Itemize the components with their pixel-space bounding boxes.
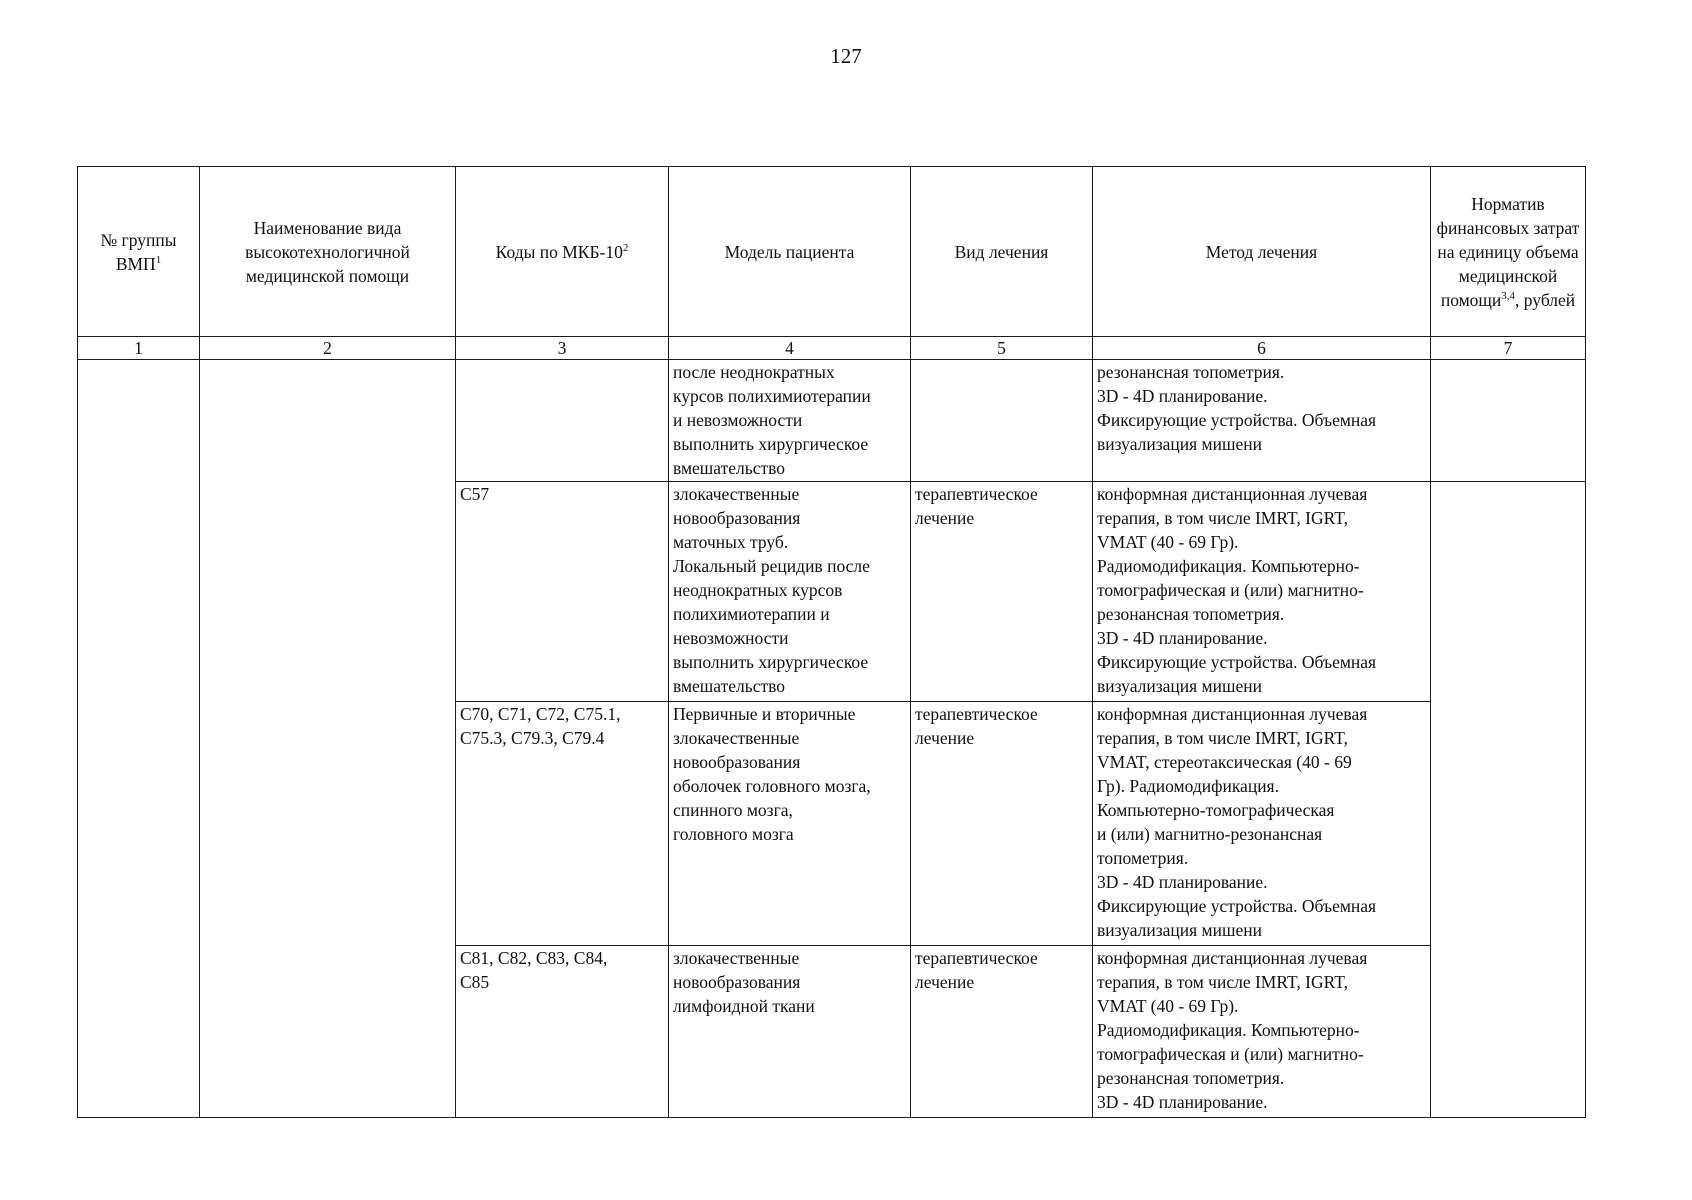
patient-model-cell: злокачественные новообразования маточных труб. Локальный рецидив после неоднократных курсов полихимиотерапии и невозможности выполнить хирургическое вмешательство — [669, 482, 911, 702]
column-number: 4 — [669, 337, 911, 360]
cost-norm-cell — [1431, 482, 1586, 1118]
column-number: 5 — [911, 337, 1093, 360]
header-group-number: № группы ВМП$^1$ — [78, 167, 200, 337]
header-care-type-name: Наименование вида высокотехнологичной медицинской помощи — [200, 167, 456, 337]
icd-codes-cell: С81, С82, С83, С84, С85 — [456, 946, 669, 1118]
treatment-type-cell: терапевтическое лечение — [911, 702, 1093, 946]
column-number: 7 — [1431, 337, 1586, 360]
patient-model-cell: злокачественные новообразования лимфоидной ткани — [669, 946, 911, 1118]
patient-model-cell: после неоднократных курсов полихимиотерапии и невозможности выполнить хирургическое вмешательство — [669, 360, 911, 482]
treatment-type-cell: терапевтическое лечение — [911, 482, 1093, 702]
column-number: 6 — [1093, 337, 1431, 360]
icd-codes-cell: С57 — [456, 482, 669, 702]
vmp-table — [77, 166, 1586, 1118]
treatment-method-cell: конформная дистанционная лучевая терапия, в том числе IMRT, IGRT, VMAT, стереотаксическая (40 - 69 Гр). Радиомодификация. Компьютерно-томографическая и (или) магнитно-резонансная топометрия. 3D - 4D планирование. Фиксирующие устройства. Объемная визуализация мишени — [1093, 702, 1431, 946]
column-number: 2 — [200, 337, 456, 360]
table-row — [78, 360, 1586, 482]
column-number: 3 — [456, 337, 669, 360]
page-number: 127 — [830, 44, 862, 68]
cost-norm-cell — [1431, 360, 1586, 482]
header-cost-norm: Норматив финансовых затрат на единицу объема медицинской помощи$^{3,4}$, рублей — [1431, 167, 1586, 337]
treatment-type-cell — [911, 360, 1093, 482]
header-treatment-method: Метод лечения — [1093, 167, 1431, 337]
header-icd-codes: Коды по МКБ-$10^2$ — [456, 167, 669, 337]
header-patient-model: Модель пациента — [669, 167, 911, 337]
icd-codes-cell: С70, С71, С72, С75.1, С75.3, С79.3, С79.4 — [456, 702, 669, 946]
treatment-method-cell: конформная дистанционная лучевая терапия, в том числе IMRT, IGRT, VMAT (40 - 69 Гр). Радиомодификация. Компьютерно- томографическая и (или) магнитно- резонансная топометрия. 3D - 4D планирование. — [1093, 946, 1431, 1118]
care-type-name-cell — [200, 360, 456, 1118]
column-number-row — [78, 337, 1586, 360]
icd-codes-cell — [456, 360, 669, 482]
treatment-method-cell: резонансная топометрия. 3D - 4D планирование. Фиксирующие устройства. Объемная визуализация мишени — [1093, 360, 1431, 482]
treatment-type-cell: терапевтическое лечение — [911, 946, 1093, 1118]
header-treatment-type: Вид лечения — [911, 167, 1093, 337]
patient-model-cell: Первичные и вторичные злокачественные новообразования оболочек головного мозга, спинного мозга, головного мозга — [669, 702, 911, 946]
header-row — [78, 167, 1586, 337]
group-number-cell — [78, 360, 200, 1118]
treatment-method-cell: конформная дистанционная лучевая терапия, в том числе IMRT, IGRT, VMAT (40 - 69 Гр). Радиомодификация. Компьютерно- томографическая и (или) магнитно- резонансная топометрия. 3D - 4D планирование. Фиксирующие устройства. Объемная визуализация мишени — [1093, 482, 1431, 702]
column-number: 1 — [78, 337, 200, 360]
